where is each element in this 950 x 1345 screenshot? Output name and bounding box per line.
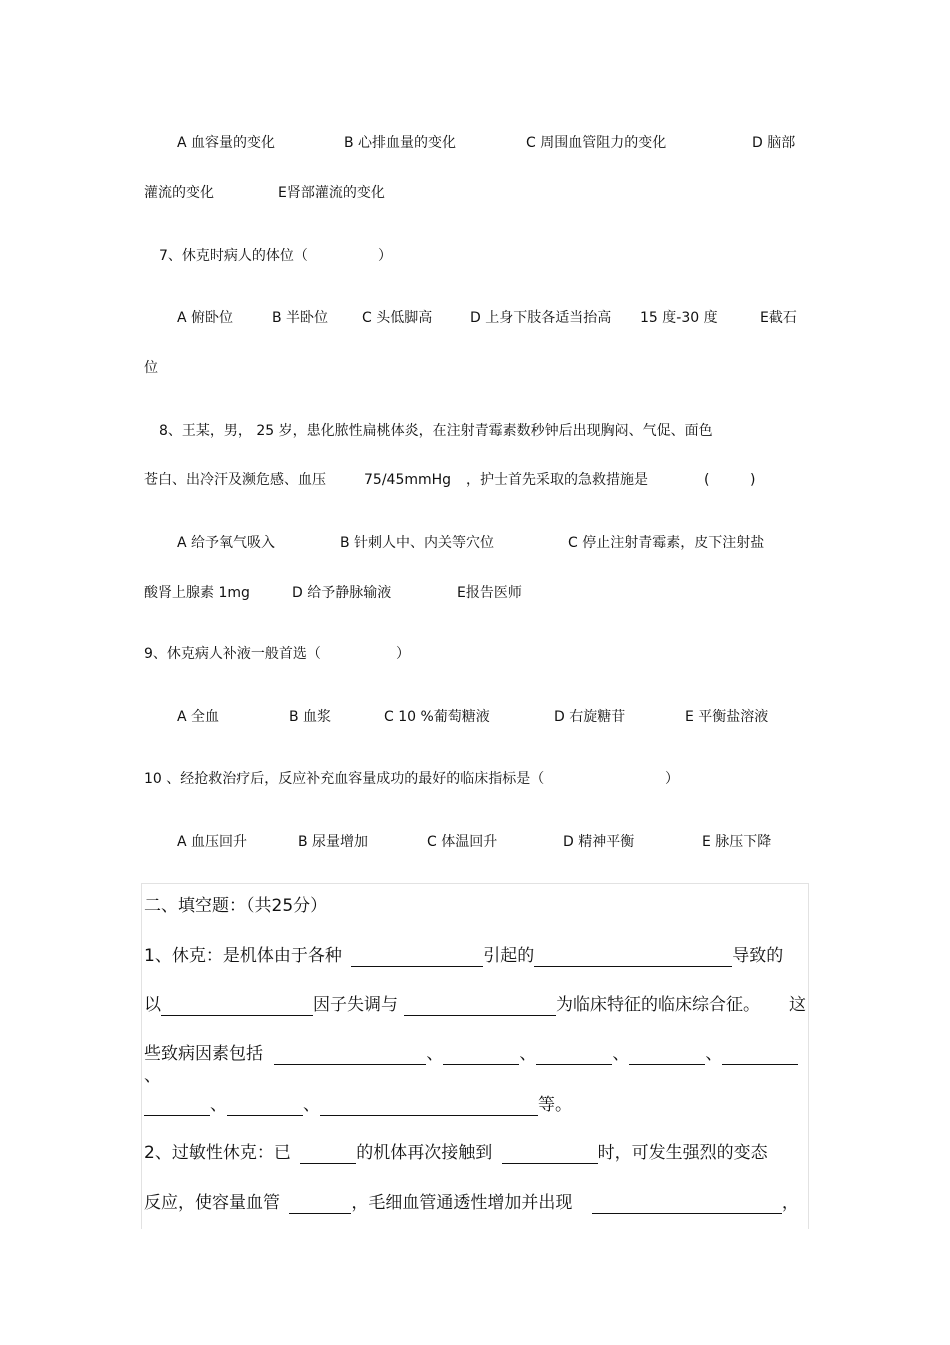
q7-option-c: C 头低脚高 bbox=[362, 310, 433, 326]
q7-option-b: B 半卧位 bbox=[272, 310, 329, 326]
q6-option-d-continued: 灌流的变化 bbox=[144, 185, 214, 201]
fill1-sep: 、 bbox=[210, 1095, 227, 1115]
q10-option-b: B 尿量增加 bbox=[298, 834, 369, 850]
fill2-blank-vessels[interactable] bbox=[289, 1197, 351, 1214]
q9-option-c: C 10 %葡萄糖液 bbox=[384, 709, 490, 725]
fill1-blank-cause-3[interactable] bbox=[536, 1048, 612, 1065]
fill1-blank-feature[interactable] bbox=[404, 999, 556, 1016]
fill2-text-f: ， bbox=[781, 1193, 799, 1213]
fill1-line1 bbox=[142, 945, 808, 967]
fill1-blank-cause-5[interactable] bbox=[722, 1048, 798, 1065]
fill2-blank-allergen[interactable] bbox=[502, 1147, 598, 1164]
q7-paren-close: ） bbox=[378, 248, 392, 264]
fill1-text-b: 引起的 bbox=[483, 946, 535, 966]
q6-option-b: B 心排血量的变化 bbox=[344, 135, 457, 151]
q10-option-d: D 精神平衡 bbox=[563, 834, 635, 850]
fill1-text-a: 1、休克：是机体由于各种 bbox=[144, 946, 342, 966]
fill1-line2 bbox=[142, 994, 808, 1016]
q8-option-e: E报告医师 bbox=[457, 585, 522, 601]
q8-paren-close: ) bbox=[750, 472, 756, 488]
fill2-text-b: 的机体再次接触到 bbox=[356, 1143, 493, 1163]
q10-paren-close: ） bbox=[665, 771, 679, 787]
q8-blood-pressure: 75/45mmHg bbox=[364, 472, 452, 488]
fill1-blank-cause-6[interactable] bbox=[144, 1099, 210, 1116]
fill1-blank-cause-2[interactable] bbox=[443, 1048, 519, 1065]
fill2-line2 bbox=[142, 1192, 808, 1214]
fill1-text-d: 以 bbox=[144, 995, 161, 1015]
fill1-text-f: 为临床特征的临床综合征。 bbox=[556, 995, 760, 1015]
fill1-blank-factor[interactable] bbox=[161, 999, 313, 1016]
fill1-sep: 、 bbox=[705, 1044, 723, 1064]
q8-option-c: C 停止注射青霉素，皮下注射盐 bbox=[568, 535, 765, 551]
fill1-blank-cause-7[interactable] bbox=[227, 1099, 303, 1116]
q7-option-d: D 上身下肢各适当抬高 bbox=[470, 310, 612, 326]
fill-in-section bbox=[141, 883, 809, 1229]
q10-stem: 10 、经抢救治疗后，反应补充血容量成功的最好的临床指标是（ bbox=[144, 771, 545, 787]
fill1-text-end: 等。 bbox=[538, 1095, 572, 1115]
fill2-text-a: 2、过敏性休克：已 bbox=[144, 1143, 291, 1163]
fill2-text-e: ，毛细血管通透性增加并出现 bbox=[351, 1193, 573, 1213]
section-title: 二、填空题：（共25分） bbox=[144, 896, 328, 916]
q8-option-c-continued: 酸肾上腺素 1mg bbox=[144, 585, 250, 601]
fill1-blank-cause[interactable] bbox=[351, 950, 483, 967]
fill1-text-c: 导致的 bbox=[732, 946, 784, 966]
q6-option-a: A 血容量的变化 bbox=[177, 135, 276, 151]
q7-option-d-angle: 15 度-30 度 bbox=[640, 310, 718, 326]
q9-option-d: D 右旋糖苷 bbox=[554, 709, 626, 725]
q7-option-a: A 俯卧位 bbox=[177, 310, 234, 326]
fill1-text-e: 因子失调与 bbox=[313, 995, 398, 1015]
q8-stem-line2: 苍白、出冷汗及濒危感、血压 bbox=[144, 472, 326, 488]
q6-option-c: C 周围血管阻力的变化 bbox=[526, 135, 667, 151]
q8-option-a: A 给予氧气吸入 bbox=[177, 535, 276, 551]
q6-option-d: D 脑部 bbox=[752, 135, 796, 151]
fill1-sep: 、 bbox=[612, 1044, 630, 1064]
q10-option-c: C 体温回升 bbox=[427, 834, 498, 850]
fill2-line1 bbox=[142, 1142, 808, 1164]
fill2-text-d: 反应，使容量血管 bbox=[144, 1193, 280, 1213]
q7-stem: 7、休克时病人的体位（ bbox=[159, 248, 308, 264]
fill1-text-g: 这 bbox=[789, 995, 806, 1015]
q6-option-e: E肾部灌流的变化 bbox=[278, 185, 385, 201]
q8-stem-line1: 8、王某，男， 25 岁，患化脓性扁桃体炎，在注射青霉素数秒钟后出现胸闷、气促、面色 bbox=[159, 423, 713, 439]
fill2-blank-sensitized[interactable] bbox=[300, 1147, 356, 1164]
fill1-sep: 、 bbox=[519, 1044, 537, 1064]
q8-option-d: D 给予静脉输液 bbox=[292, 585, 392, 601]
fill1-blank-cause-4[interactable] bbox=[629, 1048, 705, 1065]
fill2-blank-symptom[interactable] bbox=[592, 1197, 782, 1214]
q9-option-a: A 全血 bbox=[177, 709, 220, 725]
q8-paren-open: ( bbox=[704, 472, 710, 488]
q8-stem-line2-end: ，护士首先采取的急救措施是 bbox=[466, 472, 648, 488]
fill1-line3 bbox=[142, 1043, 808, 1087]
q7-option-e-continued: 位 bbox=[144, 360, 158, 376]
q9-paren-close: ） bbox=[396, 646, 410, 662]
fill1-blank-result[interactable] bbox=[534, 950, 732, 967]
q7-option-e: E截石 bbox=[760, 310, 797, 326]
fill1-blank-cause-8[interactable] bbox=[320, 1099, 538, 1116]
fill1-sep: 、 bbox=[303, 1095, 320, 1115]
fill1-sep: 、 bbox=[144, 1066, 161, 1086]
fill1-text-h: 些致病因素包括 bbox=[144, 1044, 263, 1064]
fill1-sep: 、 bbox=[426, 1044, 444, 1064]
q9-option-e: E 平衡盐溶液 bbox=[685, 709, 769, 725]
fill2-text-c: 时，可发生强烈的变态 bbox=[597, 1143, 768, 1163]
q10-option-a: A 血压回升 bbox=[177, 834, 248, 850]
q8-option-b: B 针刺人中、内关等穴位 bbox=[340, 535, 495, 551]
q9-option-b: B 血浆 bbox=[289, 709, 332, 725]
fill1-line4 bbox=[142, 1094, 808, 1116]
q9-stem: 9、休克病人补液一般首选（ bbox=[144, 646, 321, 662]
q10-option-e: E 脉压下降 bbox=[702, 834, 772, 850]
fill1-blank-cause-1[interactable] bbox=[274, 1048, 426, 1065]
